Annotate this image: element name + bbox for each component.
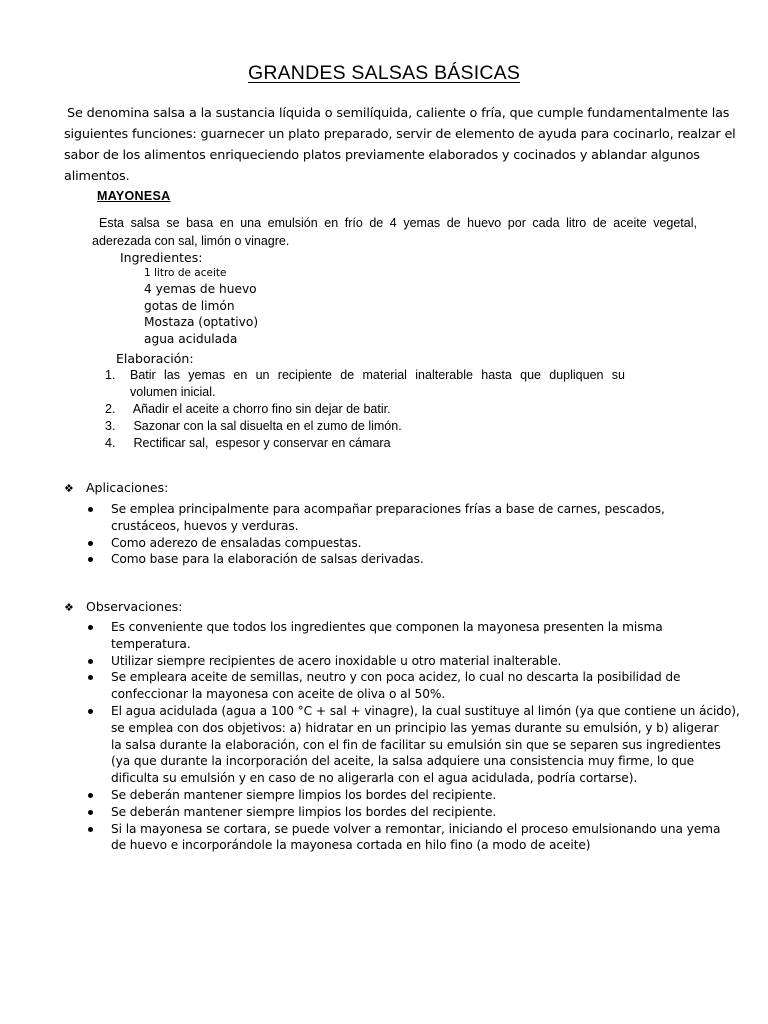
list-item [88,787,708,804]
list-item-text: temperatura. [111,636,191,651]
list-item [88,703,740,787]
list-item-text: crustáceos, huevos y verduras. [111,518,299,533]
aplicaciones-list [88,501,708,568]
mayonesa-description [92,214,697,250]
step-text: Sazonar con la sal disuelta en el zumo de limón. [130,419,402,433]
bullet-icon [88,659,93,664]
diamond-bullet-icon: ❖ [64,601,74,614]
list-item-text: confeccionar la mayonesa con aceite de oliva o al 50%. [111,687,446,702]
section-title: Observaciones: [86,599,183,614]
aplicaciones-heading [64,480,168,495]
list-item-text: (ya que durante la incorporación del aceite, la salsa adquiere una consistencia muy firme, lo que [111,754,695,769]
ingredient-item: 1 litro de aceite [144,267,227,279]
intro-line: siguientes funciones: guarnecer un plato preparado, servir de elemento de ayuda para cocinarlo, realzar el [64,127,736,142]
list-item [88,535,708,552]
bullet-icon [88,625,93,630]
list-item [88,821,721,855]
list-item [88,669,708,703]
ingredients-list [144,265,258,347]
intro-line: Se denomina salsa a la sustancia líquida o semilíquida, caliente o fría, que cumple fundamentalmente las [67,106,730,121]
intro-paragraph [64,103,736,187]
list-item-text: El agua acidulada (agua a 100 °C + sal + vinagre), la cual sustituye al limón (ya que contiene un ácido), [111,703,740,718]
bullet-icon [88,675,93,680]
bullet-icon [88,793,93,798]
list-item [88,653,708,670]
ingredient-item: 4 yemas de huevo [144,282,257,296]
list-item-text: la salsa durante la elaboración, con el fin de facilitar su emulsión sin que se separen sus ingredientes [111,737,721,752]
list-item-text: Se deberán mantener siempre limpios los bordes del recipiente. [111,804,497,819]
diamond-bullet-icon: ❖ [64,482,74,495]
bullet-icon [88,507,93,512]
bullet-icon [88,557,93,562]
observaciones-heading [64,599,183,614]
section-title: Aplicaciones: [86,480,169,495]
step-number: 2. [105,402,116,416]
list-item-text: Como base para la elaboración de salsas derivadas. [111,552,424,567]
step-number: 3. [105,419,116,433]
list-item-text: de huevo e incorporándole la mayonesa cortada en hilo fino (a modo de aceite) [111,838,591,853]
elaboration-step [105,367,625,401]
list-item-text: Se empleara aceite de semillas, neutro y con poca acidez, lo cual no descarta la posibilidad de [111,670,681,685]
bullet-icon [88,810,93,815]
intro-line: sabor de los alimentos enriqueciendo platos previamente elaborados y cocinados y ablandar algunos [64,148,700,163]
list-item [88,551,708,568]
step-text: Batir las yemas en un recipiente de material inalterable hasta que dupliquen su [130,368,625,382]
bullet-icon [88,827,93,832]
observaciones-list [88,619,740,854]
description-line: Esta salsa se basa en una emulsión en frío de 4 yemas de huevo por cada litro de aceite vegetal, [99,216,697,230]
elaboration-heading: Elaboración: [116,351,194,366]
list-item-text: Utilizar siempre recipientes de acero inoxidable u otro material inalterable. [111,653,562,668]
step-text: volumen inicial. [130,385,216,399]
list-item-text: Como aderezo de ensaladas compuestas. [111,535,362,550]
bullet-icon [88,709,93,714]
list-item-text: Es conveniente que todos los ingredientes que componen la mayonesa presenten la misma [111,620,663,634]
bullet-icon [88,541,93,546]
ingredient-item: gotas de limón [144,298,235,313]
list-item-text: dificulta su emulsión y en caso de no aligerarla con el agua acidulada, podría cortarse). [111,771,638,786]
list-item [88,804,708,821]
list-item-text: Si la mayonesa se cortara, se puede volver a remontar, iniciando el proceso emulsionando una yema [111,821,721,836]
step-text: Añadir el aceite a chorro fino sin dejar de batir. [130,402,391,416]
description-line: aderezada con sal, limón o vinagre. [92,234,290,248]
page-title: GRANDES SALSAS BÁSICAS [247,62,521,84]
list-item-text: Se emplea principalmente para acompañar preparaciones frías a base de carnes, pescados, [111,502,665,516]
elaboration-step [105,401,625,418]
list-item [88,501,708,535]
ingredient-item: Mostaza (optativo) [144,315,259,330]
elaboration-step [105,435,625,452]
mayonesa-heading: MAYONESA [97,189,171,203]
step-number: 4. [105,436,116,450]
elaboration-step [105,418,625,435]
intro-line: alimentos. [64,169,130,184]
step-text: Rectificar sal, espesor y conservar en cámara [130,436,391,450]
list-item [88,619,708,653]
elaboration-steps [105,367,625,452]
list-item-text: Se deberán mantener siempre limpios los bordes del recipiente. [111,787,497,802]
step-number: 1. [105,368,116,382]
ingredients-heading: Ingredientes: [120,250,203,265]
list-item-text: se emplea con dos objetivos: a) hidratar en un principio las yemas durante su emulsión, y b) aligerar [111,720,719,735]
ingredient-item: agua acidulada [144,331,238,346]
